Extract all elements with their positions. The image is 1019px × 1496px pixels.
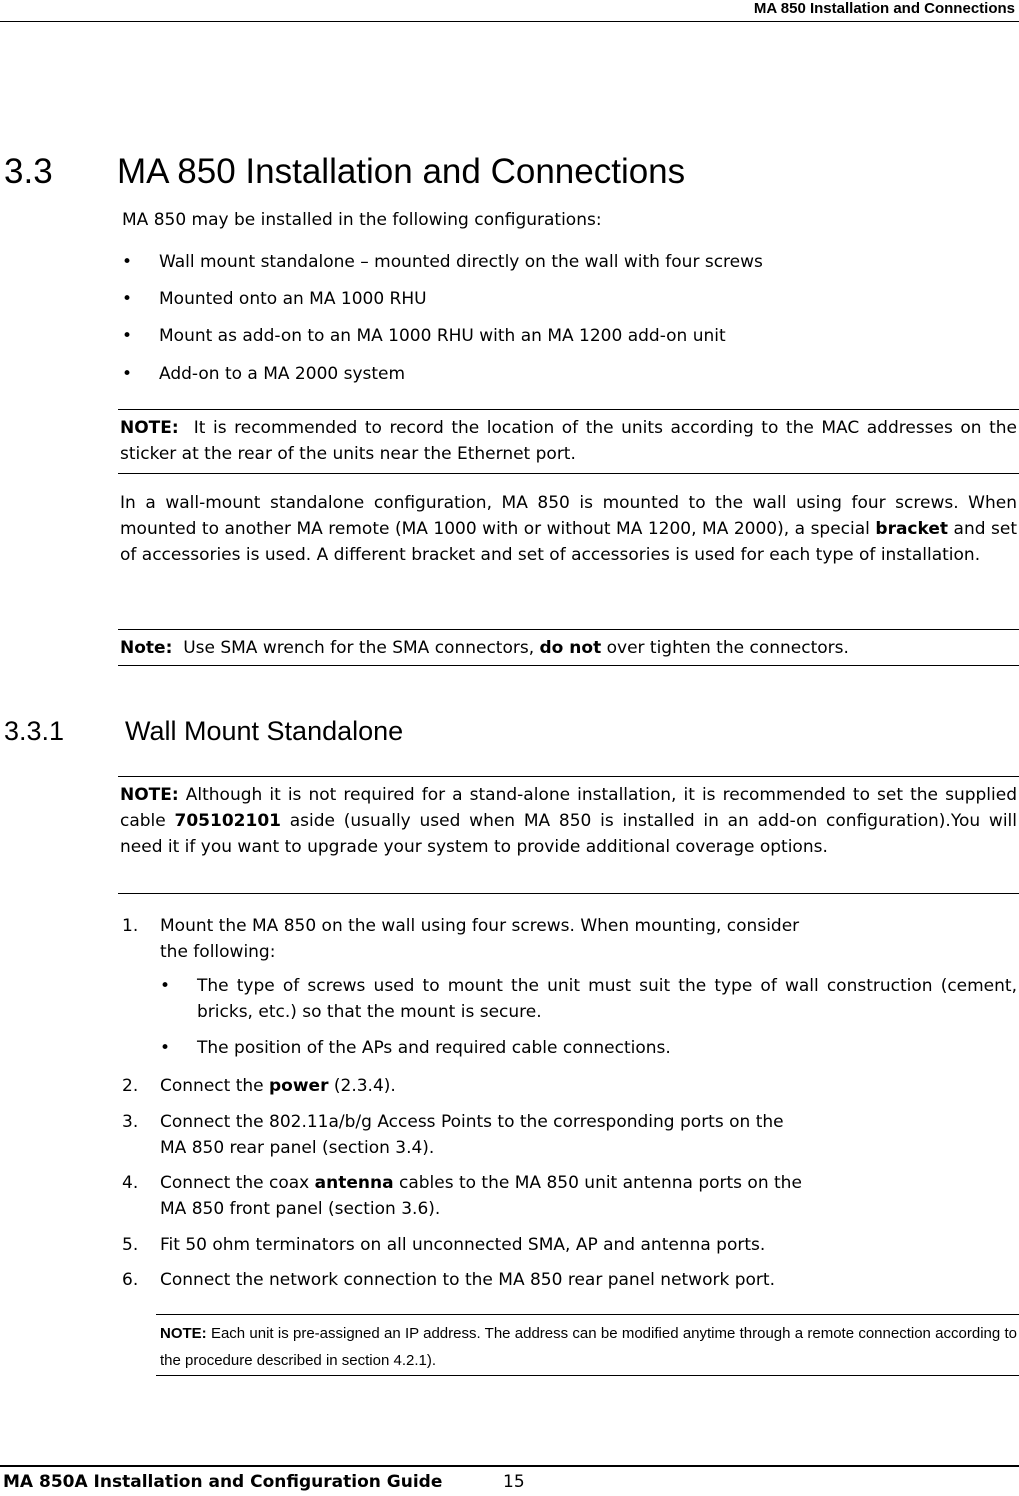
step-number: 3. — [122, 1112, 139, 1132]
note-box — [118, 629, 1019, 666]
note-text: Use SMA wrench for the SMA connectors, — [183, 638, 540, 658]
list-item — [160, 973, 1017, 1025]
note-text: It is recommended to record the location of the units according to the MAC addresses on the sticker at the rear of the units near the Ethernet port. — [120, 418, 1018, 464]
note-box — [156, 1314, 1019, 1376]
section-title: MA 850 Installation and Connections — [117, 152, 686, 191]
config-item: Mounted onto an MA 1000 RHU — [159, 289, 427, 309]
footer-rule — [0, 1465, 1019, 1467]
bullet-icon: • — [122, 326, 133, 346]
bold-term: bracket — [875, 519, 949, 539]
note-text: over tighten the connectors. — [601, 638, 849, 658]
note-box — [118, 409, 1019, 474]
bullet-icon: • — [160, 1038, 171, 1058]
step-text: Connect the network connection to the MA 850 rear panel network port. — [160, 1270, 775, 1290]
config-item: Mount as add-on to an MA 1000 RHU with an MA 1200 add-on unit — [159, 326, 726, 346]
section-number: 3.3 — [4, 152, 53, 191]
bullet-icon: • — [122, 364, 133, 384]
bullet-icon: • — [122, 289, 133, 309]
step-text: Connect the power (2.3.4). — [160, 1076, 396, 1096]
note-text: Each unit is pre-assigned an IP address. The address can be modified anytime through a remote connection according to the procedure described in section 4.2.1). — [160, 1325, 1017, 1369]
sub-bullet-text: The type of screws used to mount the unit must suit the type of wall construction (cement, bricks, etc.) so that the mount is secure. — [197, 976, 1017, 1022]
note-label: Note: — [120, 638, 173, 658]
subsection-title: Wall Mount Standalone — [125, 716, 404, 746]
note-label: NOTE: — [120, 418, 179, 438]
bullet-icon: • — [160, 976, 171, 996]
note-text: Although it is not required for a stand-alone installation, it is recommended to set the supplied cable — [120, 785, 1017, 831]
step-number: 1. — [122, 916, 139, 936]
page-number: 15 — [503, 1472, 525, 1492]
note-label: NOTE: — [120, 785, 179, 805]
config-item: Wall mount standalone – mounted directly on the wall with four screws — [159, 252, 763, 272]
step-number: 2. — [122, 1076, 139, 1096]
step-text: Connect the coax antenna cables to the MA 850 unit antenna ports on the MA 850 front panel (section 3.6). — [160, 1173, 802, 1219]
paragraph-text: In a wall-mount standalone configuration, MA 850 is mounted to the wall using four screws. When mounted to another MA remote (MA 1000 with or without MA 1200, MA 2000), a special — [120, 493, 1017, 539]
bold-term: do not — [539, 638, 602, 658]
step-number: 4. — [122, 1173, 139, 1193]
note-text: aside (usually used when MA 850 is installed in an add-on configuration).You will need it if you want to upgrade your system to provide additional coverage options. — [120, 811, 1017, 857]
bold-term: 705102101 — [174, 811, 281, 831]
subsection-number: 3.3.1 — [4, 716, 65, 746]
page-header — [0, 0, 1019, 22]
section-intro: MA 850 may be installed in the following configurations: — [122, 210, 602, 230]
paragraph-text: and set of accessories is used. A different bracket and set of accessories is used for each type of installation. — [120, 519, 1017, 565]
sub-bullet-text: The position of the APs and required cable connections. — [197, 1038, 671, 1058]
step-number: 6. — [122, 1270, 139, 1290]
running-header: MA 850 Installation and Connections — [753, 0, 1015, 17]
body-paragraph — [120, 490, 1017, 568]
subsection-heading — [4, 716, 403, 747]
section-heading — [4, 152, 685, 192]
step-text: Connect the 802.11a/b/g Access Points to the corresponding ports on the MA 850 rear panel (section 3.4). — [160, 1112, 784, 1158]
footer-guide-title: MA 850A Installation and Configuration Guide — [3, 1472, 443, 1492]
note-box — [118, 776, 1019, 894]
step-text: Fit 50 ohm terminators on all unconnected SMA, AP and antenna ports. — [160, 1235, 766, 1255]
note-label: NOTE: — [160, 1325, 207, 1342]
config-item: Add-on to a MA 2000 system — [159, 364, 406, 384]
step-number: 5. — [122, 1235, 139, 1255]
step-text: Mount the MA 850 on the wall using four screws. When mounting, consider the following: — [160, 916, 800, 962]
bullet-icon: • — [122, 252, 133, 272]
